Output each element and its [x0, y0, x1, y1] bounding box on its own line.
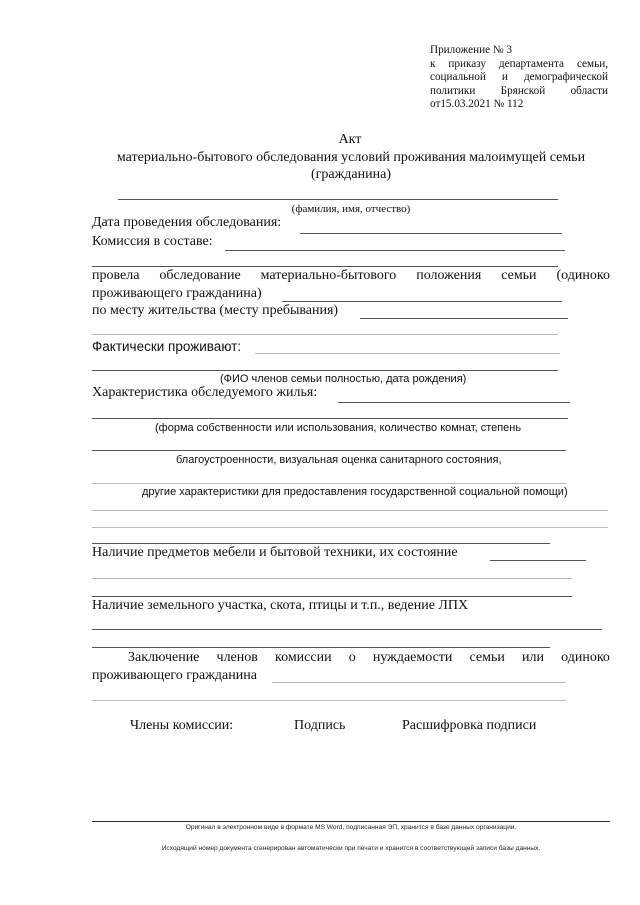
land-field[interactable] — [92, 629, 602, 630]
furniture-field-2[interactable] — [92, 578, 572, 579]
date-field[interactable] — [300, 233, 562, 234]
housing-field-3[interactable] — [92, 450, 566, 451]
housing-caption-2: благоустроенности, визуальная оценка санитарного состояния, — [176, 454, 502, 466]
residence-field[interactable] — [360, 318, 568, 319]
footer-divider — [92, 821, 610, 822]
appendix-line-4: политики Брянской области — [430, 84, 608, 97]
housing-field[interactable] — [338, 402, 570, 403]
conclusion-line-2: проживающего гражданина — [92, 668, 257, 683]
residence-field-2[interactable] — [92, 334, 558, 335]
appendix-date: от15.03.2021 № 112 — [430, 98, 524, 111]
housing-caption-3: другие характеристики для предоставления государственной социальной помощи) — [142, 486, 568, 498]
actual-label: Фактически проживают: — [92, 339, 242, 354]
members-caption: (ФИО членов семьи полностью, дата рождения) — [220, 373, 467, 385]
fio-line[interactable] — [118, 199, 558, 200]
housing-field-4[interactable] — [92, 483, 566, 484]
date-label: Дата проведения обследования: — [92, 215, 282, 230]
housing-field-2[interactable] — [92, 418, 568, 419]
housing-field-6[interactable] — [92, 527, 608, 528]
appendix-line-3: социальной и демографической — [430, 71, 608, 84]
signature-decoding-label: Расшифровка подписи — [402, 718, 537, 733]
furniture-label: Наличие предметов мебели и бытовой техники, их состояние — [92, 545, 458, 560]
signature-label: Подпись — [294, 718, 346, 733]
housing-field-5[interactable] — [92, 510, 608, 511]
housing-label: Характеристика обследуемого жилья: — [92, 385, 318, 400]
land-field-2[interactable] — [92, 647, 550, 648]
appendix-line-2: к приказу департамента семьи, — [430, 57, 608, 70]
actual-field-2[interactable] — [92, 370, 558, 371]
commission-label: Комиссия в составе: — [92, 234, 213, 249]
conducted-line-1: провела обследование материально-бытового положения семьи (одиноко — [92, 268, 610, 283]
furniture-field-3[interactable] — [92, 596, 572, 597]
land-label: Наличие земельного участка, скота, птицы и т.п., ведение ЛПХ — [92, 598, 469, 613]
housing-field-7[interactable] — [92, 543, 550, 544]
commission-field[interactable] — [225, 250, 565, 251]
conducted-field[interactable] — [282, 301, 562, 302]
conclusion-field[interactable] — [272, 682, 566, 683]
furniture-field[interactable] — [490, 560, 586, 561]
appendix-block — [430, 44, 608, 112]
commission-members-label: Члены комиссии: — [130, 718, 234, 733]
footer-line-2: Исходящий номер документа сгенерирован автоматически при печати и хранится в соответствующей записи базы данных. — [161, 845, 541, 852]
conclusion-line-1: Заключение членов комиссии о нуждаемости семьи или одиноко — [128, 650, 610, 665]
appendix-number: Приложение № 3 — [430, 44, 512, 56]
commission-field-2[interactable] — [92, 266, 558, 267]
act-subtitle-2: (гражданина) — [311, 167, 391, 182]
actual-field[interactable] — [255, 353, 560, 354]
act-subtitle: материально-бытового обследования условий проживания малоимущей семьи — [116, 150, 586, 165]
conducted-line-2: проживающего гражданина) — [92, 286, 262, 301]
housing-caption-1: (форма собственности или использования, количество комнат, степень — [155, 422, 522, 434]
residence-label: по месту жительства (месту пребывания) — [92, 303, 339, 318]
footer-line-1: Оригинал в электронном виде в формате MS Word, подписанная ЭП, хранится в базе данных организации. — [185, 824, 517, 831]
act-title: Акт — [338, 132, 362, 147]
conclusion-field-2[interactable] — [92, 700, 566, 701]
fio-caption: (фамилия, имя, отчество) — [291, 203, 411, 215]
